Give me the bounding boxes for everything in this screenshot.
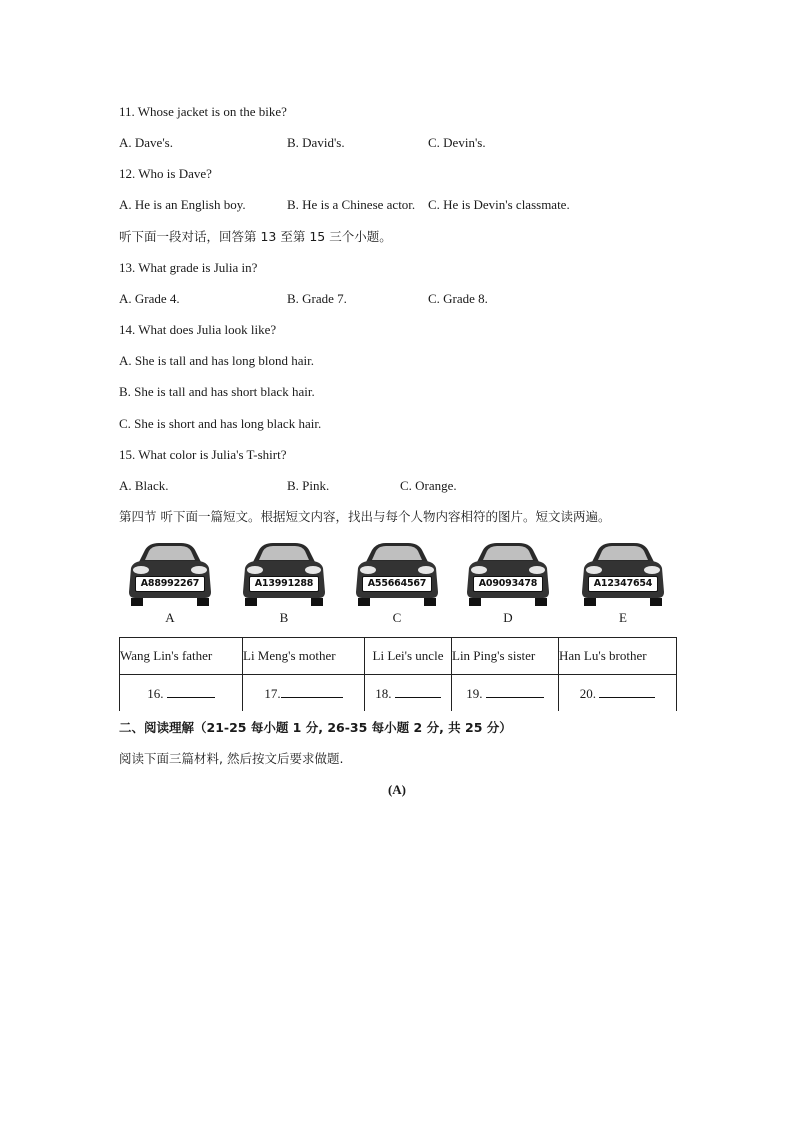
answer-line — [599, 685, 655, 698]
answer-line — [281, 685, 343, 698]
car-label: C — [392, 610, 402, 625]
table-header-cell: Han Lu's brother — [559, 638, 677, 675]
answer-blank-16[interactable] — [120, 675, 243, 712]
answer-blank-19[interactable] — [452, 675, 559, 712]
car-pictures — [119, 540, 679, 630]
q15-question: 15. What color is Julia's T-shirt? — [119, 447, 287, 462]
q13-question: 13. What grade is Julia in? — [119, 260, 258, 275]
table-answer-row — [120, 675, 677, 712]
answer-line — [395, 685, 441, 698]
q15-option-c: C. Orange. — [400, 478, 457, 493]
license-plate: A09093478 — [473, 576, 543, 592]
matching-table — [119, 637, 677, 711]
q11-question: 11. Whose jacket is on the bike? — [119, 104, 287, 119]
car-label: A — [165, 610, 175, 625]
car-c — [352, 540, 442, 630]
answer-line — [167, 685, 215, 698]
blank-number: 19. — [466, 685, 483, 701]
license-plate: A13991288 — [249, 576, 319, 592]
blank-number: 16. — [147, 685, 164, 701]
table-header-cell: Li Meng's mother — [243, 638, 365, 675]
car-d — [463, 540, 553, 630]
passage-label: (A) — [387, 782, 407, 797]
answer-blank-20[interactable] — [559, 675, 677, 712]
car-b — [239, 540, 329, 630]
section4-instruction: 第四节 听下面一篇短文。根据短文内容，找出与每个人物内容相符的图片。短文读两遍。 — [119, 509, 611, 524]
blank-number: 17. — [264, 685, 281, 701]
car-icon — [463, 540, 553, 610]
q11-option-b: B. David's. — [287, 135, 345, 150]
q14-option-c: C. She is short and has long black hair. — [119, 416, 322, 431]
answer-blank-18[interactable] — [365, 675, 452, 712]
table-header-row — [120, 638, 677, 675]
q14-option-a: A. She is tall and has long blond hair. — [119, 353, 314, 368]
answer-line — [486, 685, 544, 698]
car-icon — [125, 540, 215, 610]
q11-option-a: A. Dave's. — [119, 135, 173, 150]
q12-option-a: A. He is an English boy. — [119, 197, 246, 212]
car-icon — [578, 540, 668, 610]
q14-question: 14. What does Julia look like? — [119, 322, 277, 337]
car-icon — [352, 540, 442, 610]
car-label: E — [619, 610, 627, 625]
q13-option-a: A. Grade 4. — [119, 291, 180, 306]
answer-blank-17[interactable] — [243, 675, 365, 712]
q12-option-b: B. He is a Chinese actor. — [287, 197, 416, 212]
instruction-13-15: 听下面一段对话，回答第 13 至第 15 三个小题。 — [119, 229, 392, 244]
q12-question: 12. Who is Dave? — [119, 166, 212, 181]
license-plate: A55664567 — [362, 576, 432, 592]
q15-option-b: B. Pink. — [287, 478, 330, 493]
table-header-cell: Wang Lin's father — [120, 638, 243, 675]
part2-title: 二、阅读理解（21-25 每小题 1 分, 26-35 每小题 2 分, 共 25 分） — [119, 720, 512, 735]
q12-option-c: C. He is Devin's classmate. — [428, 197, 570, 212]
blank-number: 18. — [375, 685, 392, 701]
q13-option-c: C. Grade 8. — [428, 291, 488, 306]
table-header-cell: Li Lei's uncle — [365, 638, 452, 675]
license-plate: A12347654 — [588, 576, 658, 592]
q11-option-c: C. Devin's. — [428, 135, 486, 150]
blank-number: 20. — [579, 685, 596, 701]
car-icon — [239, 540, 329, 610]
car-label: D — [503, 610, 513, 625]
part2-instruction: 阅读下面三篇材料, 然后按文后要求做题. — [119, 751, 344, 766]
license-plate: A88992267 — [135, 576, 205, 592]
q14-option-b: B. She is tall and has short black hair. — [119, 384, 315, 399]
car-e — [578, 540, 668, 630]
table-header-cell: Lin Ping's sister — [452, 638, 559, 675]
car-a — [125, 540, 215, 630]
q15-option-a: A. Black. — [119, 478, 169, 493]
q13-option-b: B. Grade 7. — [287, 291, 347, 306]
car-label: B — [279, 610, 289, 625]
